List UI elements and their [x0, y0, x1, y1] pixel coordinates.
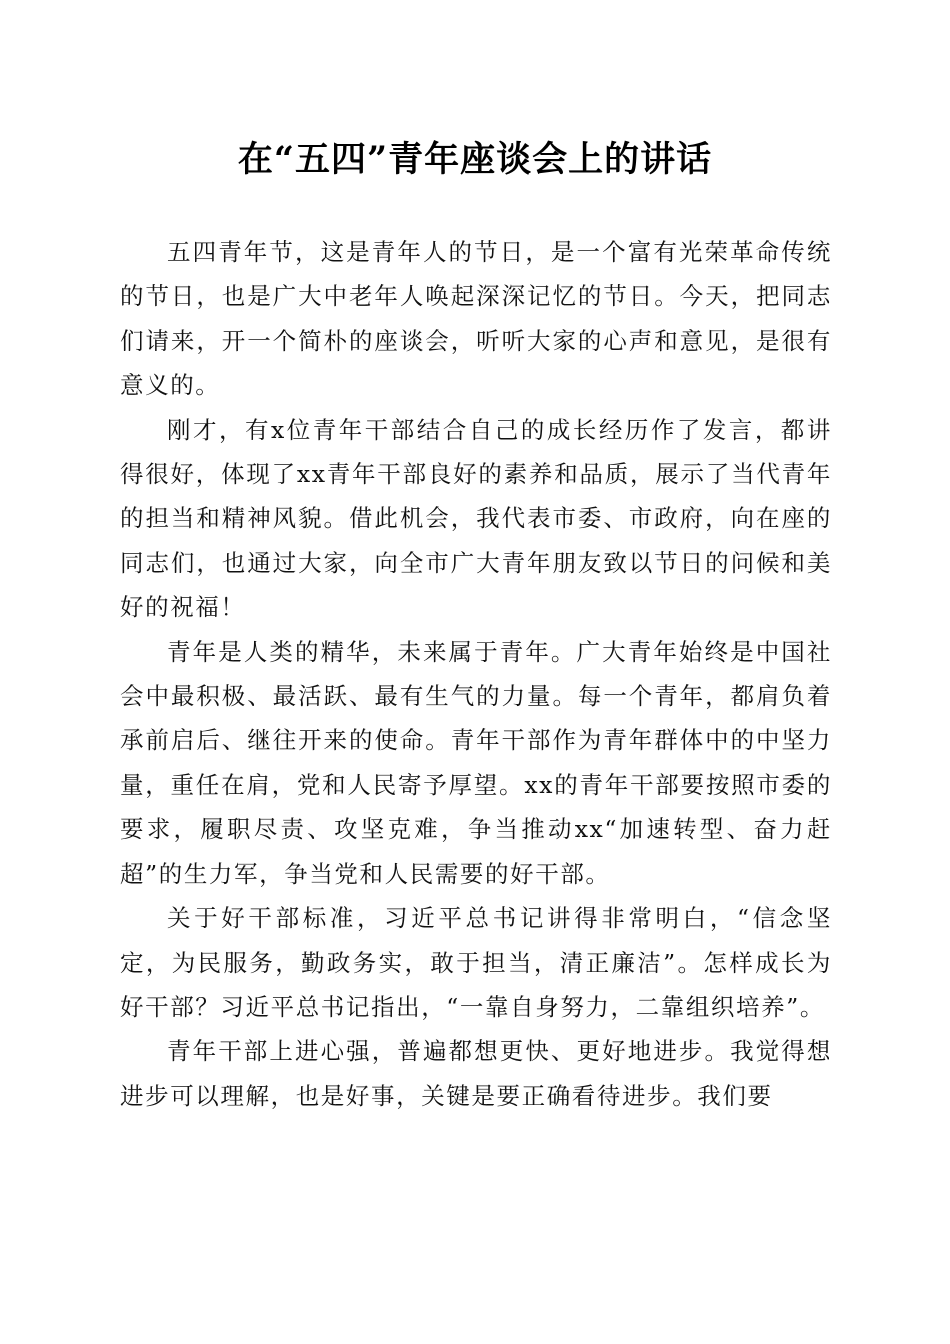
paragraph: 青年干部上进心强，普遍都想更快、更好地进步。我觉得想进步可以理解，也是好事，关键是要正确看待进步。我们要: [120, 1037, 832, 1110]
document-body: [120, 230, 832, 1118]
paragraph: 五四青年节，这是青年人的节日，是一个富有光荣革命传统的节日，也是广大中老年人唤起深深记忆的节日。今天，把同志们请来，开一个简朴的座谈会，听听大家的心声和意见，是很有意义的。: [120, 238, 832, 400]
paragraph: 关于好干部标准，习近平总书记讲得非常明白，“信念坚定，为民服务，勤政务实，敢于担当，清正廉洁”。怎样成长为好干部？习近平总书记指出，“一靠自身努力，二靠组织培养”。: [120, 904, 832, 1021]
paragraph: 青年是人类的精华，未来属于青年。广大青年始终是中国社会中最积极、最活跃、最有生气的力量。每一个青年，都肩负着承前启后、继往开来的使命。青年干部作为青年群体中的中坚力量，重任在肩，党和人民寄予厚望。xx的青年干部要按照市委的要求，履职尽责、攻坚克难，争当推动xx“加速转型、奋力赶超”的生力军，争当党和人民需要的好干部。: [120, 637, 832, 888]
paragraph: 刚才，有x位青年干部结合自己的成长经历作了发言，都讲得很好，体现了xx青年干部良好的素养和品质，展示了当代青年的担当和精神风貌。借此机会，我代表市委、市政府，向在座的同志们，也通过大家，向全市广大青年朋友致以节日的问候和美好的祝福！: [120, 415, 832, 622]
document-title: 在“五四”青年座谈会上的讲话: [237, 139, 713, 180]
